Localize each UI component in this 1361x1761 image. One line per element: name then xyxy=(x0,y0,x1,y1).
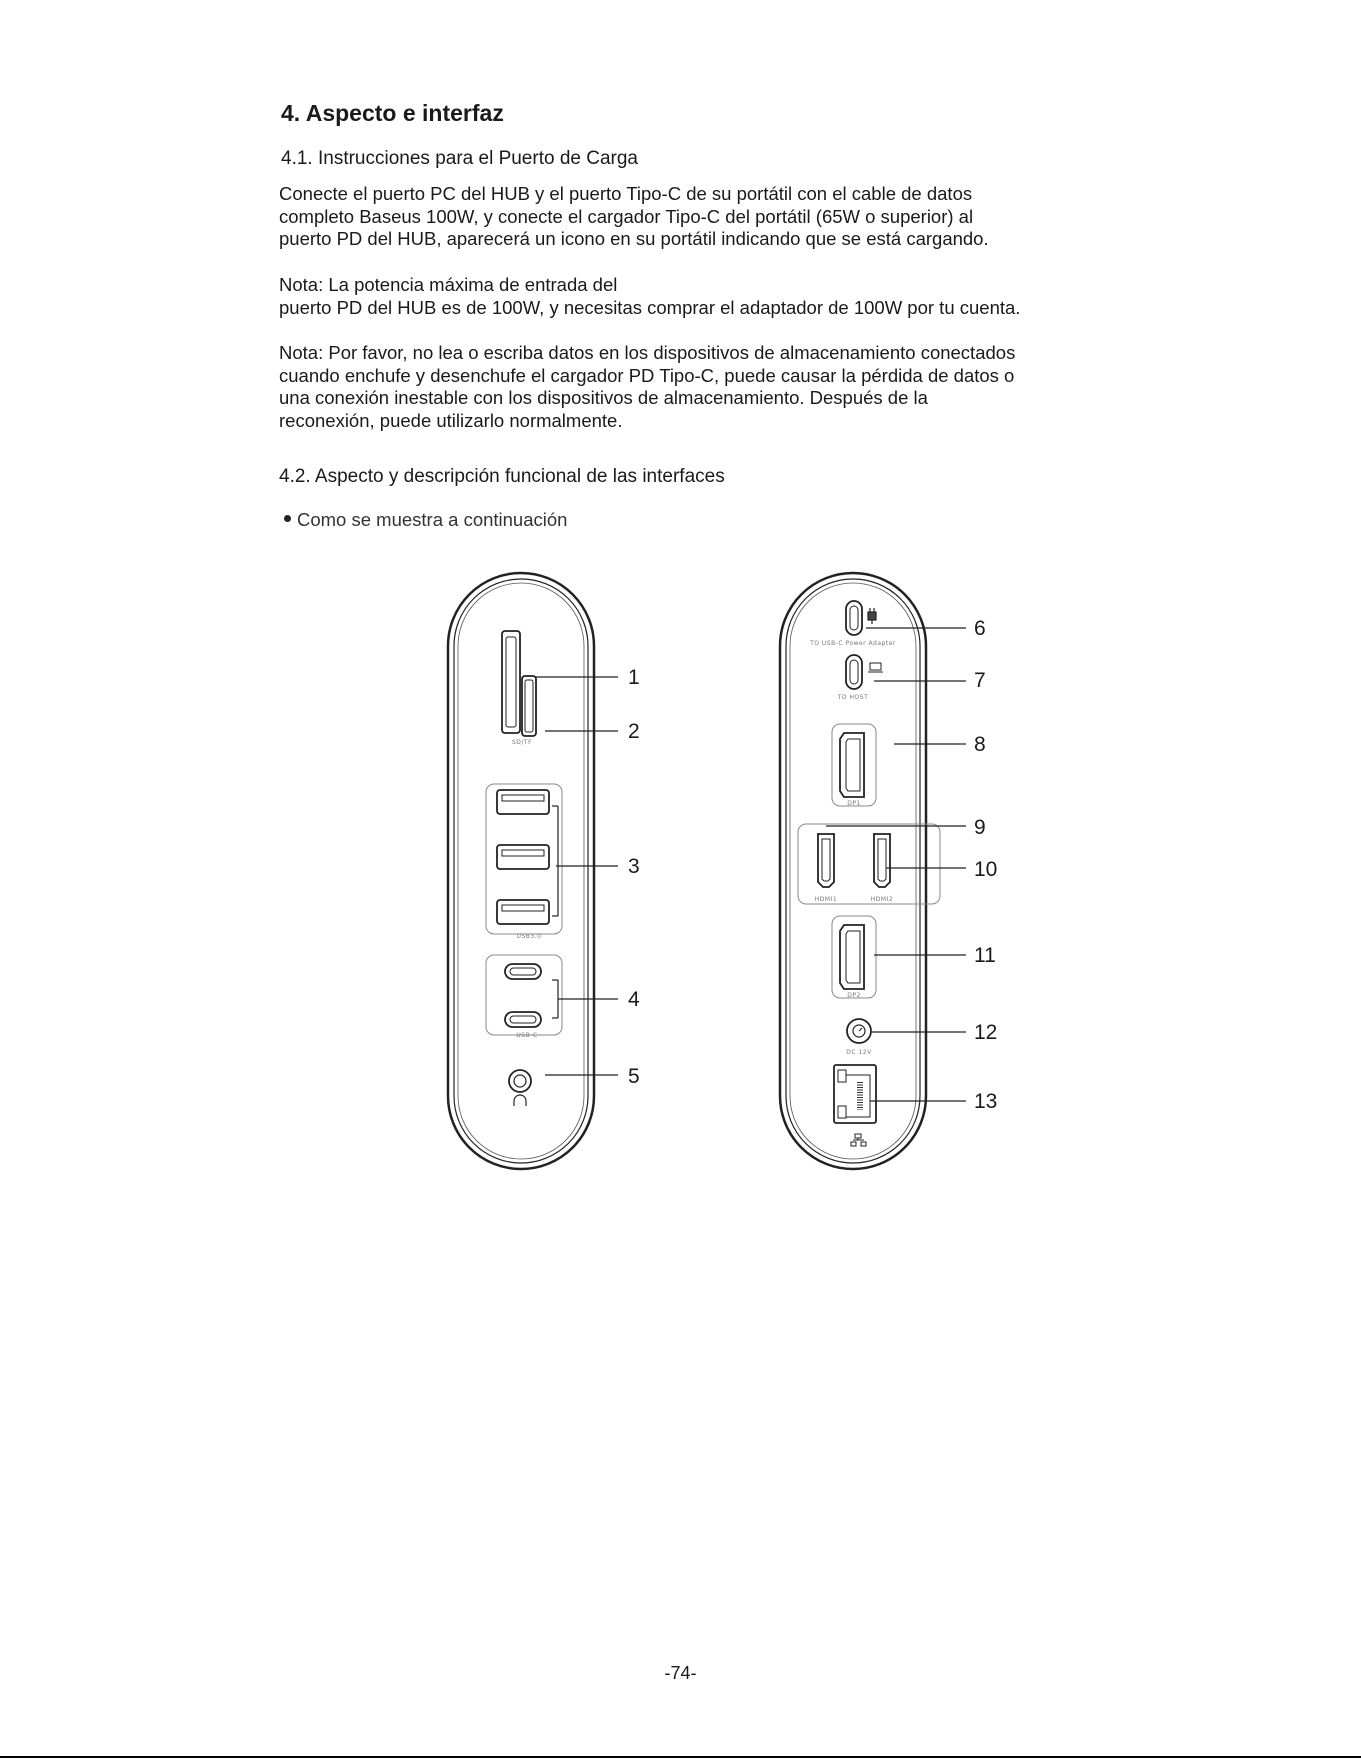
callout-number: 7 xyxy=(974,669,986,692)
displayport-1 xyxy=(840,733,864,797)
callout-number: 5 xyxy=(628,1065,640,1088)
callout-number: 9 xyxy=(974,816,986,839)
text-line: cuando enchufe y desenchufe el cargador PD Tipo-C, puede causar la pérdida de datos o xyxy=(279,364,1015,386)
callout-number: 10 xyxy=(974,858,998,881)
network-icon xyxy=(851,1134,866,1146)
audio-jack xyxy=(509,1070,531,1092)
hdmi1-label: HDMI1 xyxy=(814,896,838,903)
ethernet-port xyxy=(834,1065,876,1123)
dp1-label: DP1 xyxy=(847,800,861,807)
hdmi2-label: HDMI2 xyxy=(870,896,894,903)
page-bottom-rule xyxy=(0,1756,1361,1758)
host-label: TO HOST xyxy=(837,694,869,701)
text-line: Nota: Por favor, no lea o escriba datos en los dispositivos de almacenamiento conectados xyxy=(279,342,1016,363)
callout-number: 13 xyxy=(974,1090,998,1113)
hub-back-panel xyxy=(780,573,926,1169)
text-line: puerto PD del HUB es de 100W, y necesitas comprar el adaptador de 100W por tu cuenta. xyxy=(279,296,1021,318)
bullet-text: Como se muestra a continuación xyxy=(297,509,568,530)
usb-c-port xyxy=(505,964,541,979)
callout-number: 3 xyxy=(628,855,640,878)
hdmi-port-2 xyxy=(874,834,890,887)
subsection-title-charging: 4.1. Instrucciones para el Puerto de Carga xyxy=(281,148,638,169)
text-line: completo Baseus 100W, y conecte el cargador Tipo-C del portátil (65W o superior) al xyxy=(279,205,974,227)
callout-number: 4 xyxy=(628,988,640,1011)
page-number: -74- xyxy=(664,1663,697,1683)
callout-number: 6 xyxy=(974,617,986,640)
headphone-icon xyxy=(514,1095,526,1106)
subsection-title-interfaces: 4.2. Aspecto y descripción funcional de las interfaces xyxy=(279,466,725,487)
hub-front-panel xyxy=(448,573,594,1169)
callout-number: 12 xyxy=(974,1021,998,1044)
sd-card-slot xyxy=(502,631,520,733)
usb-c-host-port xyxy=(846,655,862,689)
text-line: Conecte el puerto PC del HUB y el puerto Tipo-C de su portátil con el cable de datos xyxy=(279,183,973,204)
laptop-usb-icon xyxy=(868,663,883,672)
plug-icon xyxy=(868,608,876,624)
power-adapter-label: TO USB-C Power Adapter xyxy=(810,640,896,647)
callout-number: 1 xyxy=(628,666,640,689)
callout-number: 2 xyxy=(628,720,640,743)
hdmi-port-1 xyxy=(818,834,834,887)
text-line: puerto PD del HUB, aparecerá un icono en su portátil indicando que se está cargando. xyxy=(279,228,989,249)
dc-label: DC 12V xyxy=(846,1049,872,1056)
usb-a-port xyxy=(497,845,549,869)
displayport-2 xyxy=(840,925,864,989)
usb-c-pd-port xyxy=(846,601,862,635)
usb-a-port xyxy=(497,790,549,814)
text-line: Nota: La potencia máxima de entrada del xyxy=(279,274,618,295)
callout-leaders-left xyxy=(536,677,618,1075)
sd-tf-label: SD/TF xyxy=(511,739,533,746)
usb3-label: USB3.0 xyxy=(516,933,542,940)
dp2-label: DP2 xyxy=(847,992,861,999)
callout-number: 8 xyxy=(974,733,986,756)
usb-c-label: USB-C xyxy=(516,1032,538,1039)
callout-number: 11 xyxy=(974,944,996,967)
text-line: una conexión inestable con los dispositivos de almacenamiento. Después de la xyxy=(279,387,928,408)
text-line: reconexión, puede utilizarlo normalmente. xyxy=(279,409,623,431)
usb-c-port xyxy=(505,1012,541,1027)
tf-card-slot xyxy=(522,676,536,736)
dc-power-port xyxy=(847,1019,871,1043)
section-title: 4. Aspecto e interfaz xyxy=(281,100,504,126)
usb-a-port xyxy=(497,900,549,924)
